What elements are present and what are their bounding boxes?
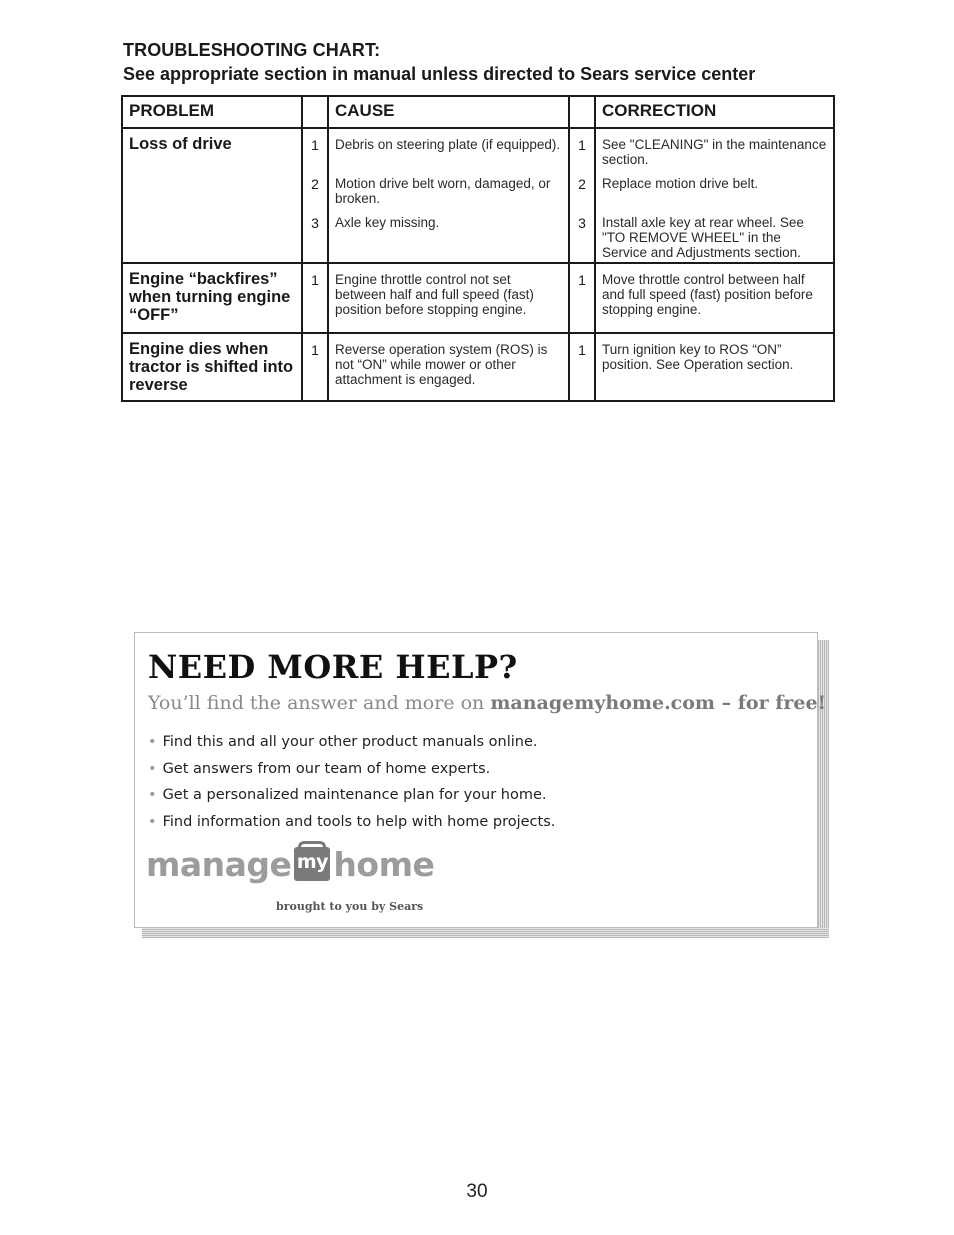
- cause-text: Engine throttle control not set between half and full speed (fast) position before stopping engine.: [328, 263, 569, 333]
- problem-cell: Engine “backfires” when turning engine “OFF”: [122, 263, 302, 333]
- cause-text: Axle key missing.: [328, 212, 569, 263]
- page-number: 30: [466, 1181, 488, 1202]
- cause-number: 3: [302, 212, 328, 263]
- list-item-text: Get answers from our team of home experts.: [162, 760, 491, 777]
- page-title: TROUBLESHOOTING CHART:: [123, 40, 381, 60]
- correction-number: 1: [569, 333, 595, 401]
- table-row: [122, 263, 834, 333]
- column-spacer: [302, 96, 328, 128]
- list-item: [148, 734, 555, 761]
- table-row: [122, 333, 834, 401]
- table-header-row: [122, 96, 834, 128]
- logo-text-left: manage: [146, 844, 292, 884]
- cause-number: 1: [302, 263, 328, 333]
- cause-number: 2: [302, 173, 328, 212]
- logo-text-right: home: [333, 844, 435, 884]
- problem-cell: Engine dies when tractor is shifted into reverse: [122, 333, 302, 401]
- bullet-icon: •: [148, 813, 157, 830]
- list-item: [148, 787, 555, 814]
- correction-text: Move throttle control between half and full speed (fast) position before stopping engine.: [595, 263, 834, 333]
- correction-number: 3: [569, 212, 595, 263]
- correction-text: Replace motion drive belt.: [595, 173, 834, 212]
- logo-credit: brought to you by Sears: [276, 900, 424, 913]
- help-heading: NEED MORE HELP?: [148, 648, 518, 686]
- help-list: [148, 734, 555, 840]
- page-subtitle: See appropriate section in manual unless directed to Sears service center: [123, 64, 756, 84]
- column-header-problem: PROBLEM: [122, 96, 302, 128]
- correction-text: See "CLEANING" in the maintenance section.: [595, 128, 834, 173]
- list-item-text: Find information and tools to help with home projects.: [162, 813, 556, 830]
- list-item: [148, 814, 555, 841]
- help-box-shadow: [818, 640, 829, 938]
- column-header-correction: CORRECTION: [595, 96, 834, 128]
- column-spacer: [569, 96, 595, 128]
- bullet-icon: •: [148, 760, 157, 777]
- cause-number: 1: [302, 333, 328, 401]
- help-tagline-link[interactable]: managemyhome.com – for free!: [490, 692, 826, 714]
- list-item: [148, 761, 555, 788]
- column-header-cause: CAUSE: [328, 96, 569, 128]
- help-box-shadow: [142, 928, 829, 938]
- correction-number: 1: [569, 263, 595, 333]
- correction-number: 2: [569, 173, 595, 212]
- cause-text: Motion drive belt worn, damaged, or broken.: [328, 173, 569, 212]
- correction-text: Install axle key at rear wheel. See "TO REMOVE WHEEL" in the Service and Adjustments section.: [595, 212, 834, 263]
- help-tagline: [148, 692, 826, 714]
- list-item-text: Find this and all your other product manuals online.: [162, 734, 538, 750]
- managemyhome-logo: [146, 842, 434, 886]
- list-item-text: Get a personalized maintenance plan for your home.: [162, 787, 547, 803]
- table-row: [122, 128, 834, 173]
- problem-cell: Loss of drive: [122, 128, 302, 263]
- troubleshooting-table: [121, 95, 835, 402]
- bullet-icon: •: [148, 787, 157, 803]
- cause-text: Reverse operation system (ROS) is not “ON” while mower or other attachment is engaged.: [328, 333, 569, 401]
- cause-text: Debris on steering plate (if equipped).: [328, 128, 569, 173]
- correction-text: Turn ignition key to ROS “ON” position. See Operation section.: [595, 333, 834, 401]
- cause-number: 1: [302, 128, 328, 173]
- help-tagline-lead: You’ll find the answer and more on: [148, 692, 491, 714]
- logo-bag-icon: [294, 847, 330, 881]
- logo-mark-text: my: [296, 851, 329, 873]
- correction-number: 1: [569, 128, 595, 173]
- bullet-icon: •: [148, 734, 157, 750]
